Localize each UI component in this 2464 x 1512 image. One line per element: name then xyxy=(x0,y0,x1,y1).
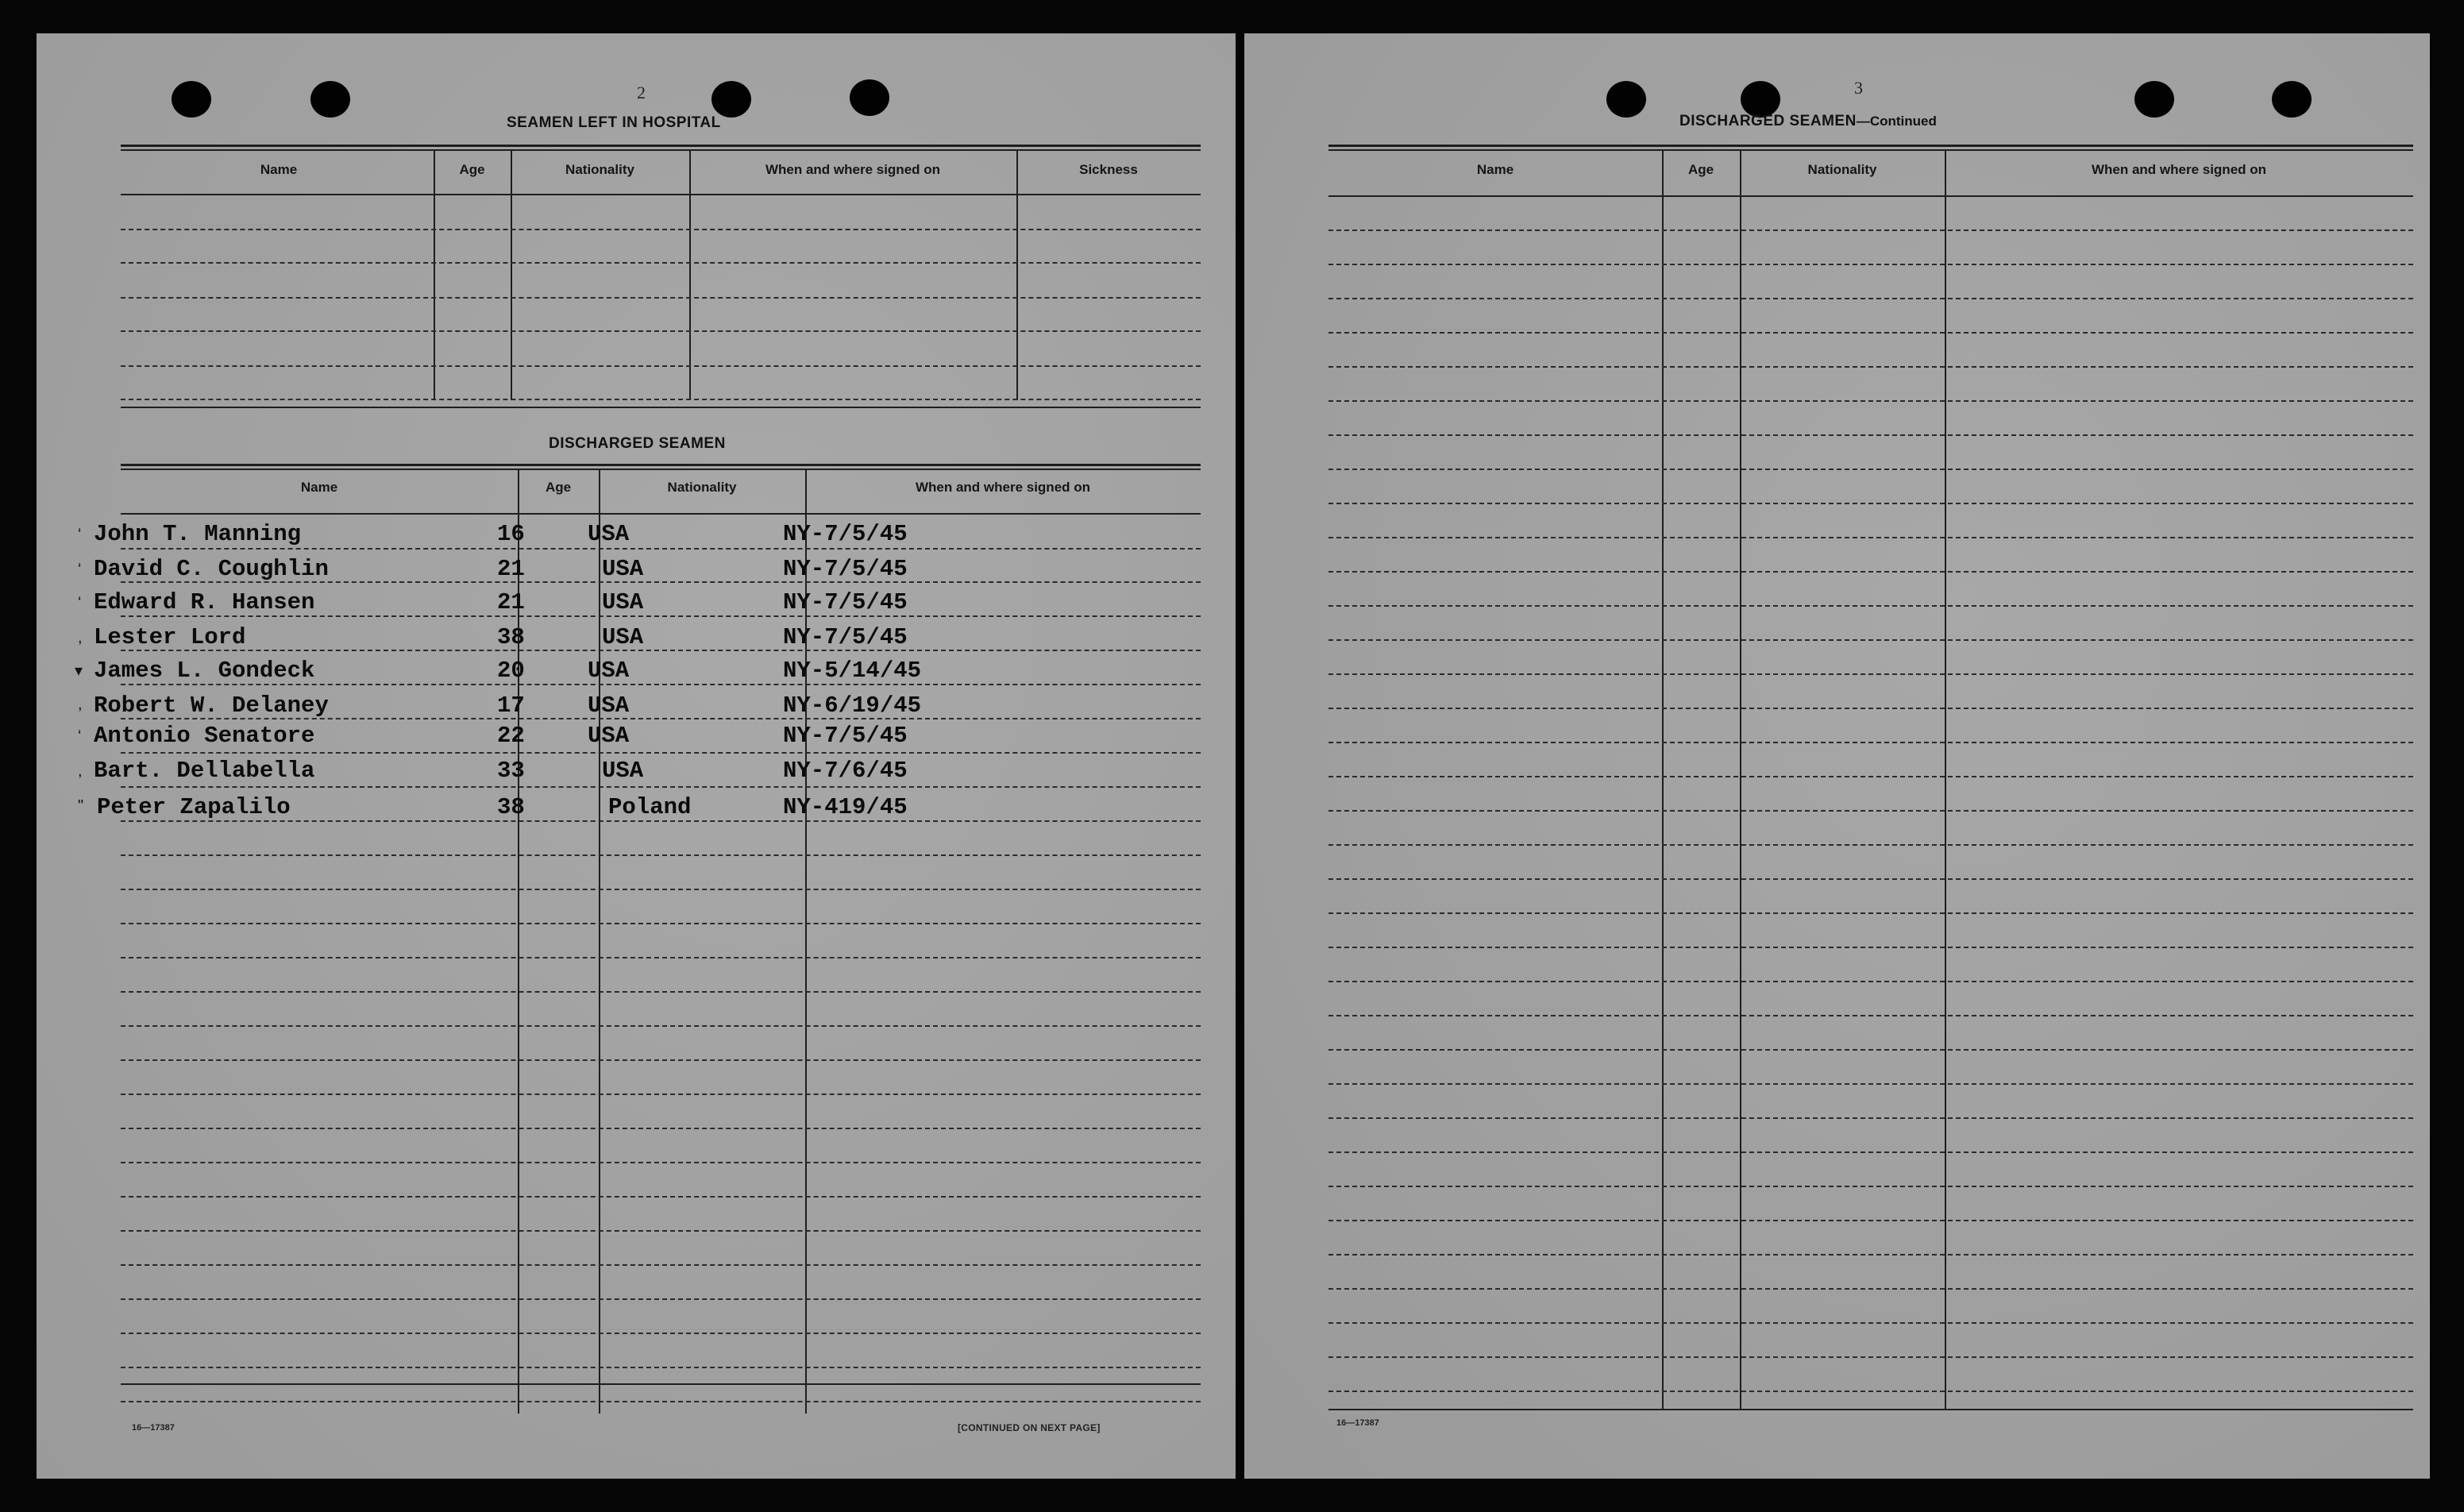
column-header-name: Name xyxy=(300,480,338,495)
table-cell-name: Lester Lord xyxy=(94,624,246,650)
table-rule xyxy=(121,1383,1201,1385)
table-cell-age: 20 xyxy=(497,658,525,684)
page-number: 3 xyxy=(1854,78,1863,98)
table-rule xyxy=(121,469,1201,470)
binder-hole xyxy=(1606,81,1646,118)
table-cell-age: 16 xyxy=(497,521,525,547)
binder-hole xyxy=(711,81,751,118)
table-cell-signed-on: NY-7/5/45 xyxy=(783,556,908,582)
table-cell-age: 22 xyxy=(497,723,525,749)
discharged-continued-title xyxy=(1679,113,1937,130)
table-cell-age: 17 xyxy=(497,692,525,719)
row-tick-mark: ‘ xyxy=(78,594,82,611)
table-cell-age: 38 xyxy=(497,624,525,650)
table-cell-nationality: USA xyxy=(602,758,644,784)
row-tick-mark: ‘ xyxy=(78,561,82,578)
table-cell-signed-on: NY-6/19/45 xyxy=(783,692,922,719)
table-cell-age: 38 xyxy=(497,794,525,820)
section-title: DISCHARGED SEAMEN xyxy=(1679,113,1857,129)
table-cell-age: 33 xyxy=(497,758,525,784)
table-cell-name: Bart. Dellabella xyxy=(94,758,315,784)
discharged-table-lines xyxy=(121,513,1201,1414)
form-number: 16—17387 xyxy=(132,1423,175,1433)
table-rule xyxy=(121,145,1201,147)
table-rule xyxy=(121,407,1201,408)
binder-hole xyxy=(172,81,211,118)
page-number: 2 xyxy=(637,83,646,102)
binder-hole xyxy=(310,81,350,118)
table-cell-signed-on: NY-7/5/45 xyxy=(783,723,908,749)
binder-hole xyxy=(2134,81,2174,118)
table-cell-nationality: USA xyxy=(588,521,630,547)
table-cell-name: Robert W. Delaney xyxy=(94,692,329,719)
hospital-table-lines xyxy=(121,194,1201,400)
column-header-nationality: Nationality xyxy=(667,480,737,495)
column-header-signed-on: When and where signed on xyxy=(915,480,1091,495)
discharged-section-title: DISCHARGED SEAMEN xyxy=(549,435,726,452)
table-cell-nationality: USA xyxy=(588,723,630,749)
table-cell-signed-on: NY-7/5/45 xyxy=(783,589,908,615)
table-cell-nationality: USA xyxy=(602,624,644,650)
table-cell-nationality: Poland xyxy=(608,794,692,820)
row-tick-mark: , xyxy=(78,696,83,713)
column-header-signed-on: When and where signed on xyxy=(765,162,941,177)
column-header-sickness: Sickness xyxy=(1079,162,1138,177)
column-header-signed-on: When and where signed on xyxy=(2091,162,2267,177)
table-cell-age: 21 xyxy=(497,589,525,615)
form-number: 16—17387 xyxy=(1336,1418,1379,1428)
row-tick-mark: ‘ xyxy=(78,727,82,745)
table-cell-signed-on: NY-5/14/45 xyxy=(783,658,922,684)
table-cell-name: John T. Manning xyxy=(94,521,302,547)
row-tick-mark: , xyxy=(78,629,83,646)
table-cell-nationality: USA xyxy=(588,692,630,719)
row-tick-mark: " xyxy=(78,797,84,815)
right-page xyxy=(1244,33,2430,1479)
table-cell-name: David C. Coughlin xyxy=(94,556,329,582)
table-cell-name: Antonio Senatore xyxy=(94,723,315,749)
table-cell-name: Peter Zapalilo xyxy=(97,794,291,820)
table-rule xyxy=(1328,149,2413,151)
column-header-age: Age xyxy=(459,162,485,177)
binder-hole xyxy=(2272,81,2312,118)
continued-table-lines xyxy=(1328,195,2413,1409)
table-cell-age: 21 xyxy=(497,556,525,582)
table-cell-nationality: USA xyxy=(588,658,630,684)
table-cell-nationality: USA xyxy=(602,556,644,582)
column-header-name: Name xyxy=(1476,162,1514,177)
table-rule xyxy=(121,149,1201,151)
column-header-nationality: Nationality xyxy=(1807,162,1877,177)
row-tick-mark: ▾ xyxy=(75,662,83,680)
table-cell-nationality: USA xyxy=(602,589,644,615)
row-tick-mark: ‘ xyxy=(78,526,82,543)
table-rule xyxy=(1328,145,2413,147)
continued-note: [CONTINUED ON NEXT PAGE] xyxy=(958,1422,1101,1433)
left-page xyxy=(37,33,1236,1479)
binder-hole xyxy=(850,79,889,116)
row-tick-mark: , xyxy=(78,762,83,780)
column-header-name: Name xyxy=(260,162,298,177)
table-cell-signed-on: NY-7/5/45 xyxy=(783,624,908,650)
hospital-section-title: SEAMEN LEFT IN HOSPITAL xyxy=(507,114,721,131)
table-rule xyxy=(1328,1409,2413,1410)
column-header-nationality: Nationality xyxy=(565,162,634,177)
table-rule xyxy=(121,464,1201,466)
table-cell-signed-on: NY-419/45 xyxy=(783,794,908,820)
column-header-age: Age xyxy=(1687,162,1714,177)
table-cell-signed-on: NY-7/6/45 xyxy=(783,758,908,784)
table-cell-signed-on: NY-7/5/45 xyxy=(783,521,908,547)
section-title-suffix: —Continued xyxy=(1856,114,1937,129)
table-cell-name: James L. Gondeck xyxy=(94,658,315,684)
table-cell-name: Edward R. Hansen xyxy=(94,589,315,615)
column-header-age: Age xyxy=(545,480,572,495)
